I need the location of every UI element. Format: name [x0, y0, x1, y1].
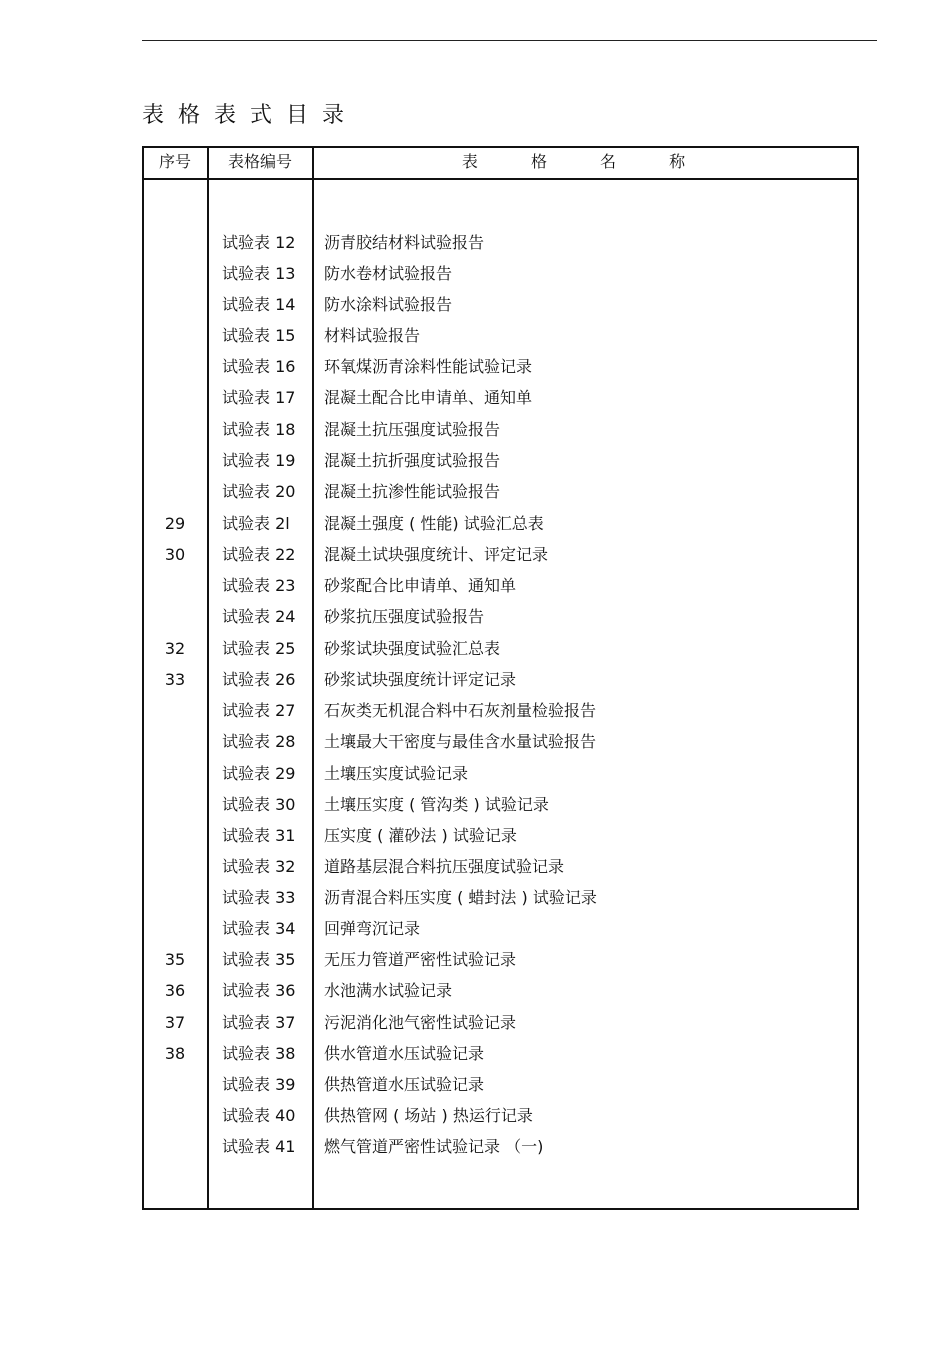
header-form-name: 表 格 名 称: [461, 152, 710, 171]
row-form-code: 试验表 29: [222, 764, 296, 783]
row-serial-no: [144, 386, 206, 410]
row-form-name: 材料试验报告: [324, 326, 421, 345]
row-form-name: 混凝土抗渗性能试验报告: [324, 482, 501, 501]
row-form-name: 混凝土试块强度统计、评定记录: [324, 545, 549, 564]
row-serial-no: 33: [164, 670, 186, 689]
row-serial-no: [144, 574, 206, 598]
row-serial-no: [144, 480, 206, 504]
row-form-name: 混凝土抗折强度试验报告: [324, 451, 501, 470]
row-serial-no: [144, 418, 206, 442]
row-serial-no: [144, 824, 206, 848]
row-form-code: 试验表 36: [222, 981, 296, 1000]
row-form-name: 燃气管道严密性试验记录 （一): [324, 1137, 544, 1156]
row-form-code: 试验表 26: [222, 670, 296, 689]
row-serial-no: [144, 1135, 206, 1159]
row-form-code: 试验表 35: [222, 950, 296, 969]
row-form-code: 试验表 34: [222, 919, 296, 938]
row-form-code: 试验表 18: [222, 420, 296, 439]
row-serial-no: [144, 855, 206, 879]
document-title: 表格表式目录: [142, 103, 359, 128]
row-serial-no: [144, 793, 206, 817]
row-form-code: 试验表 13: [222, 264, 296, 283]
row-form-code: 试验表 16: [222, 357, 296, 376]
row-form-name: 供热管道水压试验记录: [324, 1075, 485, 1094]
row-form-code: 试验表 41: [222, 1137, 296, 1156]
row-form-name: 压实度 ( 灌砂法 ) 试验记录: [324, 826, 517, 845]
row-form-code: 试验表 38: [222, 1044, 296, 1063]
row-form-code: 试验表 39: [222, 1075, 296, 1094]
row-serial-no: 29: [164, 514, 186, 533]
row-form-code: 试验表 25: [222, 639, 296, 658]
row-form-name: 回弹弯沉记录: [324, 919, 421, 938]
row-form-name: 砂浆配合比申请单、通知单: [324, 576, 517, 595]
row-serial-no: [144, 886, 206, 910]
row-form-code: 试验表 14: [222, 295, 296, 314]
row-form-name: 混凝土强度 ( 性能) 试验汇总表: [324, 514, 544, 533]
row-form-code: 试验表 40: [222, 1106, 296, 1125]
row-form-name: 混凝土配合比申请单、通知单: [324, 388, 533, 407]
row-form-name: 沥青胶结材料试验报告: [324, 233, 485, 252]
row-form-code: 试验表 23: [222, 576, 296, 595]
header-rule: [142, 40, 877, 41]
row-form-name: 水池满水试验记录: [324, 981, 453, 1000]
row-serial-no: 38: [164, 1044, 186, 1063]
row-form-name: 供热管网 ( 场站 ) 热运行记录: [324, 1106, 533, 1125]
row-form-code: 试验表 30: [222, 795, 296, 814]
row-serial-no: [144, 762, 206, 786]
row-form-code: 试验表 12: [222, 233, 296, 252]
row-form-name: 砂浆试块强度统计评定记录: [324, 670, 517, 689]
row-form-code: 试验表 32: [222, 857, 296, 876]
row-serial-no: [144, 917, 206, 941]
row-form-name: 防水卷材试验报告: [324, 264, 453, 283]
row-form-name: 环氧煤沥青涂料性能试验记录: [324, 357, 533, 376]
row-form-name: 供水管道水压试验记录: [324, 1044, 485, 1063]
row-serial-no: [144, 1073, 206, 1097]
header-serial-no: 序号: [158, 152, 191, 171]
row-form-code: 试验表 20: [222, 482, 296, 501]
row-form-name: 砂浆抗压强度试验报告: [324, 607, 485, 626]
row-serial-no: [144, 324, 206, 348]
row-form-name: 石灰类无机混合料中石灰剂量检验报告: [324, 701, 597, 720]
row-serial-no: [144, 231, 206, 255]
row-form-name: 混凝土抗压强度试验报告: [324, 420, 501, 439]
row-serial-no: [144, 730, 206, 754]
row-form-code: 试验表 33: [222, 888, 296, 907]
row-form-code: 试验表 28: [222, 732, 296, 751]
row-serial-no: 30: [164, 545, 186, 564]
row-form-name: 污泥消化池气密性试验记录: [324, 1013, 517, 1032]
column-divider-2: [312, 146, 314, 1210]
header-form-code: 表格编号: [227, 152, 292, 171]
row-serial-no: [144, 699, 206, 723]
row-form-code: 试验表 22: [222, 545, 296, 564]
row-serial-no: [144, 1104, 206, 1128]
row-form-code: 试验表 31: [222, 826, 296, 845]
row-form-name: 土壤压实度试验记录: [324, 764, 469, 783]
row-form-code: 试验表 27: [222, 701, 296, 720]
header-divider: [142, 178, 859, 180]
row-form-name: 防水涂料试验报告: [324, 295, 453, 314]
row-form-code: 试验表 2l: [222, 514, 290, 533]
column-divider-1: [207, 146, 209, 1210]
row-form-name: 沥青混合料压实度 ( 蜡封法 ) 试验记录: [324, 888, 597, 907]
row-form-code: 试验表 37: [222, 1013, 296, 1032]
row-form-name: 土壤最大干密度与最佳含水量试验报告: [324, 732, 597, 751]
row-form-name: 土壤压实度 ( 管沟类 ) 试验记录: [324, 795, 549, 814]
row-serial-no: [144, 262, 206, 286]
row-form-name: 砂浆试块强度试验汇总表: [324, 639, 501, 658]
row-form-name: 无压力管道严密性试验记录: [324, 950, 517, 969]
row-serial-no: [144, 449, 206, 473]
row-serial-no: 37: [164, 1013, 186, 1032]
row-form-code: 试验表 24: [222, 607, 296, 626]
row-serial-no: [144, 605, 206, 629]
row-form-code: 试验表 17: [222, 388, 296, 407]
row-serial-no: [144, 355, 206, 379]
row-serial-no: 35: [164, 950, 186, 969]
row-form-code: 试验表 19: [222, 451, 296, 470]
row-serial-no: 36: [164, 981, 186, 1000]
row-serial-no: 32: [164, 639, 186, 658]
row-form-name: 道路基层混合料抗压强度试验记录: [324, 857, 565, 876]
row-form-code: 试验表 15: [222, 326, 296, 345]
row-serial-no: [144, 293, 206, 317]
